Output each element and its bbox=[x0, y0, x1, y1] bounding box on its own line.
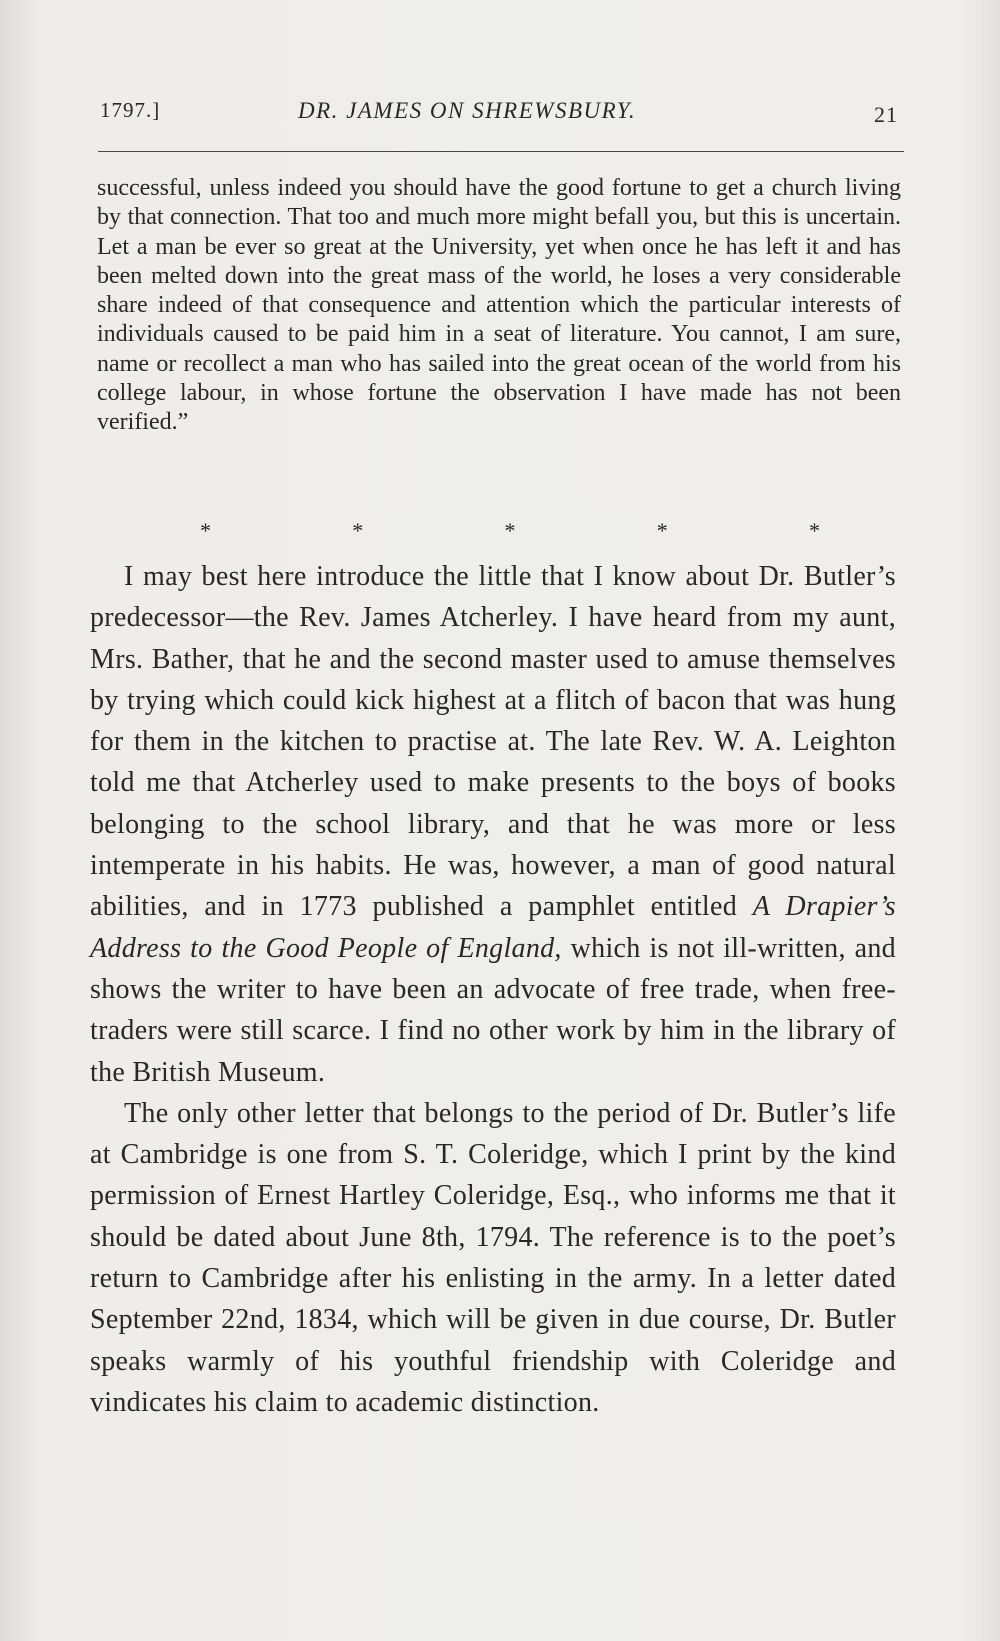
main-text bbox=[90, 556, 896, 1423]
running-head bbox=[100, 98, 900, 132]
quoted-letter-excerpt: successful, unless indeed you should have the good fortune to get a church living by that connection. That too and much more might befall you, but this is uncertain. Let a man be ever so great at the University, yet when once he has left it and has been melted down into the great mass of the world, he loses a very considerable share indeed of that consequence and attention which the particular interests of individuals caused to be paid him in a seat of literature. You cannot, I am sure, name or recollect a man who has sailed into the great ocean of the world from his college labour, in whose fortune the observation I have made has not been verified.” bbox=[97, 175, 901, 436]
page-number: 21 bbox=[874, 102, 898, 127]
section-separator bbox=[200, 518, 820, 542]
paragraph-text: I may best here introduce the little that I know about Dr. Butler’s predecessor—the Rev. James Atcherley. I have heard from my aunt, Mrs. Bather, that he and the second master used to amuse themselves by trying which could kick highest at a flitch of bacon that was hung for them in the kitchen to practise at. The late Rev. W. A. Leighton told me that Atcherley used to make presents to the boys of books belonging to the school library, and that he was more or less intemperate in his habits. He was, however, a man of good natural abilities, and in 1773 published a pamphlet entitled bbox=[90, 561, 896, 923]
paragraph-text: which is not ill-written, and shows the writer to have been an advocate of free trade, when free-traders were still scarce. I find no other work by him in the library of the British Museum. bbox=[90, 932, 896, 1088]
running-head-year: 1797.] bbox=[100, 98, 161, 122]
separator-asterisk: * bbox=[809, 518, 820, 543]
pamphlet-title: A Drapier’s Address to the Good People of England, bbox=[90, 891, 896, 964]
running-head-title: DR. JAMES ON SHREWSBURY. bbox=[298, 98, 637, 123]
separator-asterisk: * bbox=[504, 518, 516, 543]
separator-asterisk: * bbox=[352, 518, 364, 543]
paragraph-coleridge: The only other letter that belongs to the period of Dr. Butler’s life at Cambridge is one from S. T. Coleridge, which I print by the kind permission of Ernest Hartley Coleridge, Esq., who informs me that it should be dated about June 8th, 1794. The reference is to the poet’s return to Cambridge after his enlisting in the army. In a letter dated September 22nd, 1834, which will be given in due course, Dr. Butler speaks warmly of his youthful friendship with Coleridge and vindicates his claim to academic distinction. bbox=[90, 1097, 896, 1418]
header-rule bbox=[98, 151, 904, 152]
paragraph-atcherley bbox=[90, 556, 896, 1093]
separator-asterisk: * bbox=[656, 518, 668, 543]
separator-asterisk: * bbox=[200, 518, 211, 543]
